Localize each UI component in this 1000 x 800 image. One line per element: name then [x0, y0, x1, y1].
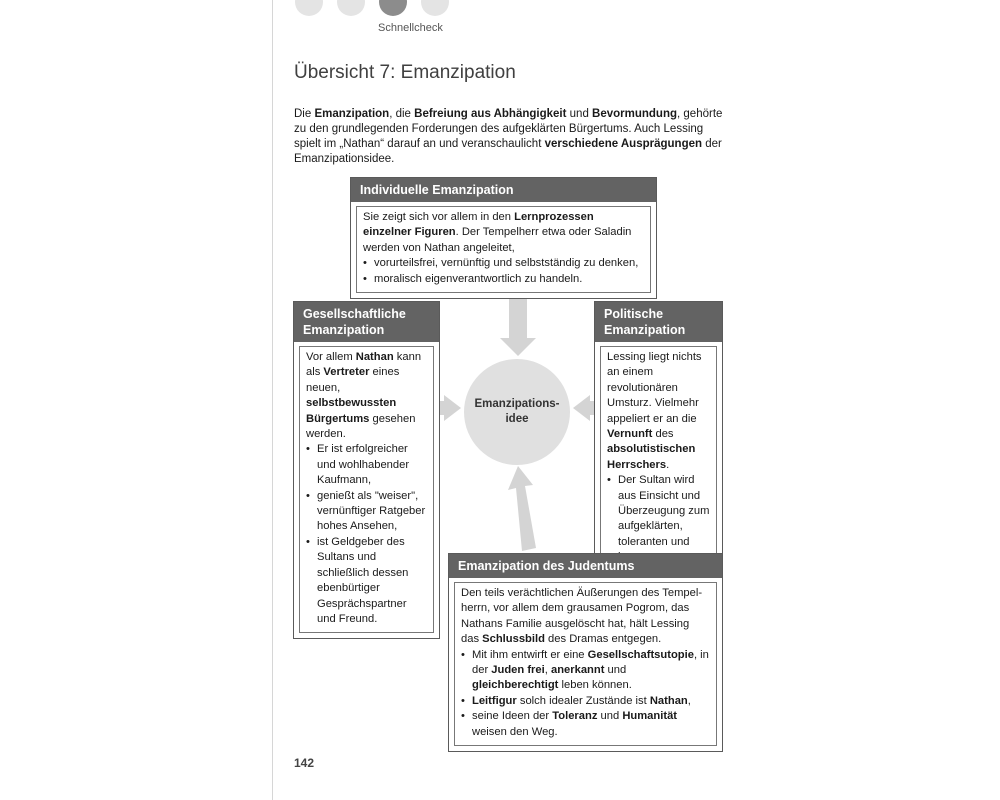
arrow-from-political — [573, 395, 594, 421]
text-run: Vor allem — [306, 351, 356, 363]
bullet-item — [306, 489, 427, 535]
text-run: des — [652, 428, 674, 441]
center-idea-circle — [464, 359, 570, 465]
bullet-item — [306, 442, 427, 488]
emphasis-text: Humanität — [622, 710, 678, 723]
text-run: kann als — [306, 351, 422, 379]
emphasis-text: Lernprozessen einzelner Figuren — [363, 211, 594, 239]
nav-label-schnellcheck: Schnellcheck — [378, 22, 443, 34]
text-run: weisen den Weg. — [472, 725, 558, 738]
text-run: , — [687, 694, 691, 707]
box-social-title: Gesellschaftliche Emanzipation — [294, 302, 439, 342]
emphasis-text: Vernunft — [607, 428, 653, 441]
box-individual-title: Individuelle Emanzipation — [351, 178, 656, 202]
box-judaism-text — [461, 586, 710, 648]
emphasis-text: Nathan — [649, 694, 688, 707]
bullet-item — [461, 709, 710, 740]
box-social-emancipation — [293, 301, 440, 639]
text-run: , die — [389, 108, 415, 120]
emphasis-text: Emanzipation — [314, 108, 390, 120]
text-run: . — [666, 458, 670, 471]
text-run: und — [604, 664, 627, 677]
text-run: . Der Tempelherr etwa oder Saladin werden von Nathan angeleitet, — [363, 226, 632, 254]
center-idea-label: Emanzipations- idee — [474, 398, 560, 425]
text-run: und — [566, 108, 593, 120]
arrow-from-social — [440, 395, 461, 421]
text-run: eines neuen, — [306, 366, 400, 394]
emphasis-text: Nathan — [355, 351, 394, 363]
text-run: solch idealer Zustände ist — [516, 694, 650, 707]
emphasis-text: Bevormundung — [592, 108, 678, 120]
text-run: ist Geldgeber des Sultans und schließlich dessen ebenbürtiger Gesprächspartner und Freund. — [317, 535, 409, 625]
bullet-item — [461, 694, 710, 709]
text-run: Mit ihm entwirft er eine — [472, 648, 588, 661]
arrow-from-individual — [500, 296, 536, 356]
box-political-title: Politische Emanzipation — [595, 302, 722, 342]
text-run: Der Sultan wird aus Einsicht und Überzeugung zum aufgeklärten, toleranten und — [618, 474, 710, 548]
emphasis-text: Juden frei — [491, 664, 545, 677]
text-run: vorurteilsfrei, vernünftig und selbstständig zu denken, — [374, 257, 639, 270]
emphasis-text: Gesellschaftsutopie — [587, 648, 694, 661]
text-run: des Dramas entgegen. — [544, 633, 662, 646]
bullet-item — [461, 648, 710, 694]
text-run: Er ist erfolgreicher und wohlhabender Kaufmann, — [317, 443, 410, 487]
box-social-content — [299, 346, 434, 633]
emphasis-text: selbstbewussten Bürgertums — [306, 397, 397, 425]
box-judaism-title: Emanzipation des Judentums — [449, 554, 722, 578]
text-run: , in der — [472, 648, 709, 677]
text-run: Sie zeigt sich vor allem in den — [363, 211, 515, 223]
emphasis-text: verschiedene Ausprägungen — [544, 138, 703, 150]
text-run: moralisch eigenverantwortlich zu handeln. — [374, 272, 583, 285]
emphasis-text: Befreiung aus Abhängigkeit — [414, 108, 567, 120]
text-run: gesehen werden. — [306, 412, 416, 441]
box-individual-content — [356, 206, 651, 293]
box-political-content — [600, 346, 717, 587]
text-run: genießt als "weiser", vernünftiger Ratgeber hohes Ansehen, — [317, 489, 426, 533]
arrow-from-judaism — [508, 466, 536, 551]
bullet-item — [363, 272, 644, 287]
box-individual-emancipation — [350, 177, 657, 299]
bullet-item — [363, 256, 644, 271]
text-run: Den teils verächtlichen Äußerungen des Tempelherrn, vor allem dem grausamen Pogrom, das Nathans Familie ausgelöscht hat, hält Lessing das — [461, 587, 703, 646]
emphasis-text: gleichberechtigt — [472, 679, 559, 692]
emphasis-text: Leitfigur — [472, 694, 517, 707]
text-run: und — [597, 710, 623, 723]
box-judaism-content — [454, 582, 717, 746]
emphasis-text: Vertreter — [323, 366, 370, 379]
text-run: seine Ideen der — [472, 710, 553, 723]
box-judaism-bullets — [461, 648, 710, 740]
text-run: leben können. — [558, 679, 632, 692]
page-number: 142 — [294, 756, 315, 770]
emphasis-text: Schlussbild — [482, 633, 545, 646]
box-political-text — [607, 350, 710, 473]
box-individual-bullets — [363, 256, 644, 287]
text-run: , — [544, 664, 551, 677]
box-judaism-emancipation — [448, 553, 723, 752]
text-run: Die — [294, 108, 315, 120]
box-social-bullets — [306, 442, 427, 627]
page-title: Übersicht 7: Emanzipation — [294, 62, 516, 83]
emphasis-text: Toleranz — [552, 710, 598, 723]
text-run: , gehörte zu den grundlegenden Forderungen des aufgeklärten Bürgertums. Auch Lessing spielt im „Nathan“ darauf an und veranschaulicht — [294, 108, 723, 150]
box-political-emancipation — [594, 301, 723, 593]
text-run: der Emanzipationsidee. — [294, 138, 722, 165]
bullet-item — [306, 535, 427, 627]
box-social-text — [306, 350, 427, 442]
text-run: Lessing liegt nichts an einem revolutionären Umsturz. Vielmehr appeliert er an die — [607, 351, 702, 425]
emphasis-text: anerkannt — [550, 664, 605, 677]
box-individual-text — [363, 210, 644, 256]
emphasis-text: absolutistischen Herrschers — [607, 443, 696, 471]
